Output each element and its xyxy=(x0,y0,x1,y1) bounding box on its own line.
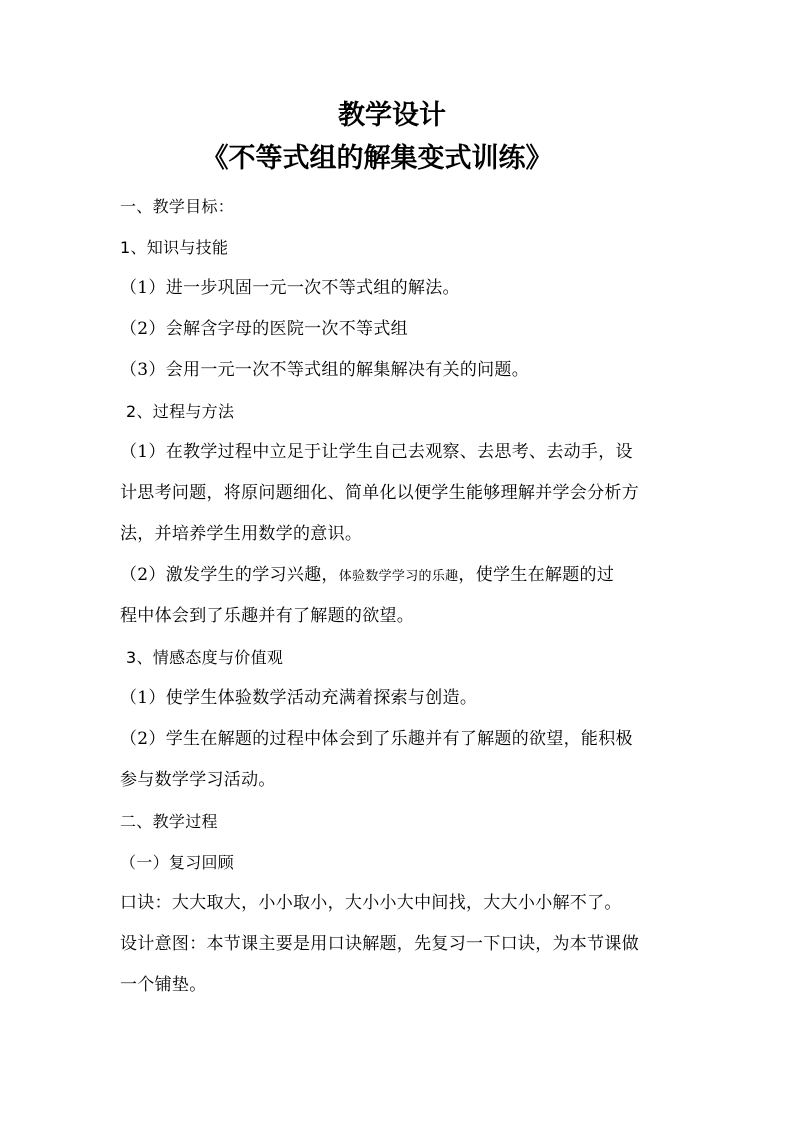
subsection-heading-attitude: 3、情感态度与价值观 xyxy=(126,648,284,667)
subsection-heading-knowledge: 1、知识与技能 xyxy=(120,238,229,257)
paragraph-line: （2）学生在解题的过程中体会到了乐趣并有了解题的欲望，能积极 xyxy=(120,729,633,749)
paragraph-line: （1）在教学过程中立足于让学生自己去观察、去思考、去动手，设 xyxy=(120,442,633,462)
subsection-heading-review: （一）复习回顾 xyxy=(120,853,235,872)
paragraph-segment-small: 体验数学学习的乐趣 xyxy=(338,569,459,584)
paragraph-line: 计思考问题，将原问题细化、简单化以便学生能够理解并学会分析方 xyxy=(120,483,639,503)
paragraph-line: 一个铺垫。 xyxy=(120,975,207,995)
document-title: 教学设计 xyxy=(338,100,446,131)
paragraph-line: （1）进一步巩固一元一次不等式组的解法。 xyxy=(120,278,460,298)
paragraph-line: （2）会解含字母的医院一次不等式组 xyxy=(120,319,408,339)
paragraph-line: 设计意图：本节课主要是用口诀解题，先复习一下口诀，为本节课做 xyxy=(120,934,639,954)
paragraph-line: 程中体会到了乐趣并有了解题的欲望。 xyxy=(120,606,415,626)
document-body xyxy=(120,186,680,1006)
paragraph-line: 参与数学学习活动。 xyxy=(120,770,276,790)
paragraph-line: （3）会用一元一次不等式组的解集解决有关的问题。 xyxy=(120,360,530,380)
subsection-heading-process: 2、过程与方法 xyxy=(126,402,235,421)
paragraph-line: （1）使学生体验数学活动充满着探索与创造。 xyxy=(120,688,478,708)
paragraph-segment: （2）激发学生的学习兴趣， xyxy=(120,565,339,585)
paragraph-line: 口诀：大大取大，小小取小，大小小大中间找，大大小小解不了。 xyxy=(120,893,622,913)
section-heading-objectives: 一、教学目标： xyxy=(120,197,235,216)
document-subtitle: 《不等式组的解集变式训练》 xyxy=(201,143,553,174)
paragraph-line xyxy=(120,555,680,596)
section-heading-process: 二、教学过程 xyxy=(120,812,218,831)
paragraph-line: 法，并培养学生用数学的意识。 xyxy=(120,524,363,544)
paragraph-segment: ，使学生在解题的过 xyxy=(458,565,615,585)
